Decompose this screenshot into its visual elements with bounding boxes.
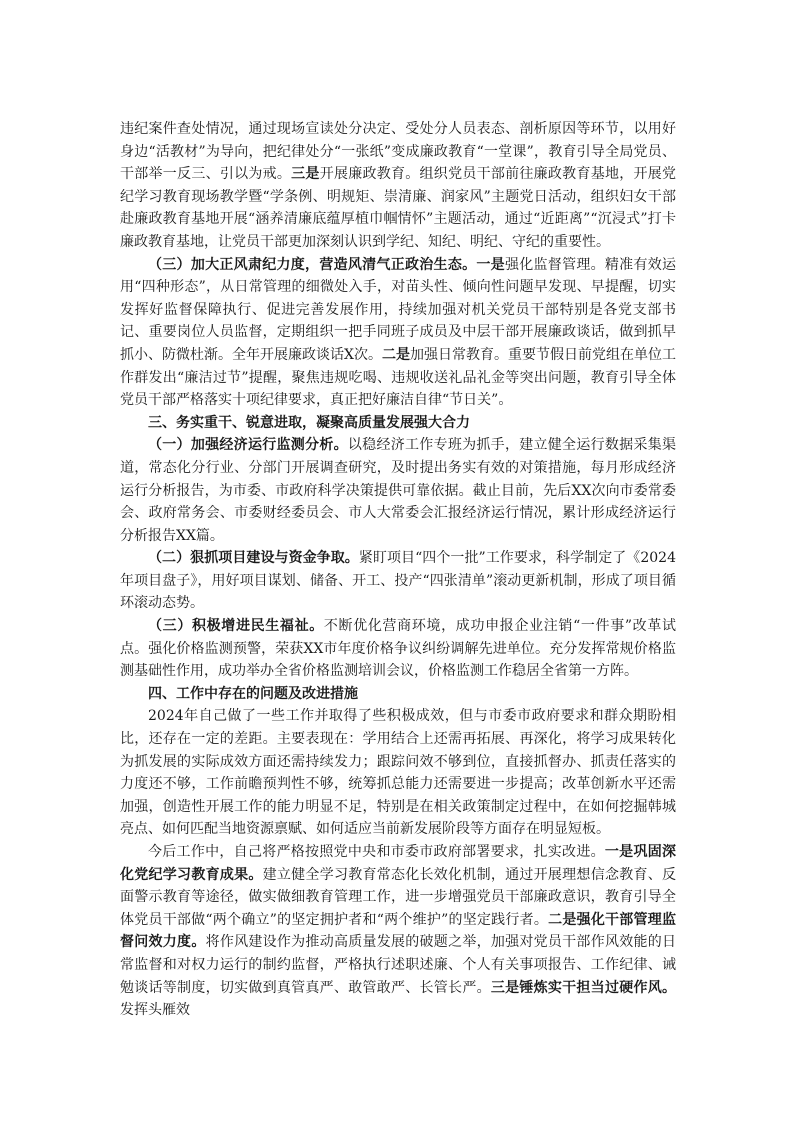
section-heading-4: 四、工作中存在的问题及改进措施 (148, 685, 358, 702)
paragraph-discipline-education: 违纪案件查处情况，通过现场宣读处分决定、受处分人员表态、剖析原因等环节，以用好身边“活教材”为导向，把纪律处分“一张纸”变成廉政教育“一堂课”，教育引导全局党员、干部举一反三、引以为戒。三是开展廉政教育。组织党员干部前往廉政教育基地，开展党纪学习教育现场教学暨“学条例、明规矩、崇清廉、润家风”主题党日活动，组织妇女干部赴廉政教育基地开展“涵养清廉底蕴厚植巾帼情怀”主题活动，通过“近距离”“沉浸式”打卡廉政教育基地，让党员干部更加深刻认识到学纪、知纪、明纪、守纪的重要性。 (120, 121, 677, 250)
paragraph-improvements: 今后工作中，自己将严格按照党中央和市委市政府部署要求，扎实改进。一是巩固深化党纪学习教育成果。建立健全学习教育常态化长效化机制，通过开展理想信念教育、反面警示教育等途径，做实做细教育管理工作，进一步增强党员干部廉政意识，教育引导全体党员干部做“两个确立”的坚定拥护者和“两个维护”的坚定践行者。二是强化干部管理监督问效力度。将作风建设作为推动高质量发展的破题之举，加强对党员干部作风效能的日常监督和对权力运行的制约监督，严格执行述职述廉、个人有关事项报告、工作纪律、诫勉谈话等制度，切实做到真管真严、敢管敢严、长管长严。三是锤炼实干担当过硬作风。发挥头雁效 (120, 844, 677, 1019)
document-body (120, 118, 676, 1022)
paragraph-livelihood: （三）积极增进民生福祉。不断优化营商环境，成功申报企业注销“一件事”改革试点。强化价格监测预警，荣获XX市年度价格争议纠纷调解先进单位。充分发挥常规价格监测基础性作用，成功举办全省价格监测培训会议，价格监测工作稳居全省第一方阵。 (120, 618, 676, 680)
paragraph-supervision: （三）加大正风肃纪力度，营造风清气正政治生态。一是强化监督管理。精准有效运用“四种形态”，从日常管理的细微处入手，对苗头性、倾向性问题早发现、早提醒，切实发挥好监督保障执行、促进完善发展作用，持续加强对机关党员干部特别是各党支部书记、重要岗位人员监督，定期组织一把手同班子成员及中层干部开展廉政谈话，做到抓早抓小、防微杜渐。全年开展廉政谈话X次。二是加强日常教育。重要节假日前党组在单位工作群发出“廉洁过节”提醒，聚焦违规吃喝、违规收送礼品礼金等突出问题，教育引导全体党员干部严格落实十项纪律要求，真正把好廉洁自律“节日关”。 (120, 256, 677, 409)
paragraph-economic-monitoring: （一）加强经济运行监测分析。以稳经济工作专班为抓手，建立健全运行数据采集渠道，常态化分行业、分部门开展调查研究，及时提出务实有效的对策措施，每月形成经济运行分析报告，为市委、市政府科学决策提供可靠依据。截止目前，先后XX次向市委常委会、政府常务会、市委财经委员会、市人大常委会汇报经济运行情况，累计形成经济运行分析报告XX篇。 (120, 437, 677, 544)
paragraph-project-construction: （二）狠抓项目建设与资金争取。紧盯项目“四个一批”工作要求，科学制定了《2024年项目盘子》，用好项目谋划、储备、开工、投产“四张清单”滚动更新机制，形成了项目循环滚动态势。 (120, 550, 676, 612)
section-heading-3: 三、务实重干、锐意进取，凝聚高质量发展强大合力 (148, 414, 470, 431)
paragraph-problems: 2024年自己做了一些工作并取得了些积极成效，但与市委市政府要求和群众期盼相比，还存在一定的差距。主要表现在：学用结合上还需再拓展、再深化，将学习成果转化为抓发展的实际成效方面还需持续发力；跟踪问效不够到位，直接抓督办、抓责任落实的力度还不够，工作前瞻预判性不够，统筹抓总能力还需要进一步提高；改革创新水平还需加强，创造性开展工作的能力明显不足，特别是在相关政策制定过程中，在如何挖掘韩城亮点、如何匹配当地资源禀赋、如何适应当前新发展阶段等方面存在明显短板。 (120, 708, 676, 838)
